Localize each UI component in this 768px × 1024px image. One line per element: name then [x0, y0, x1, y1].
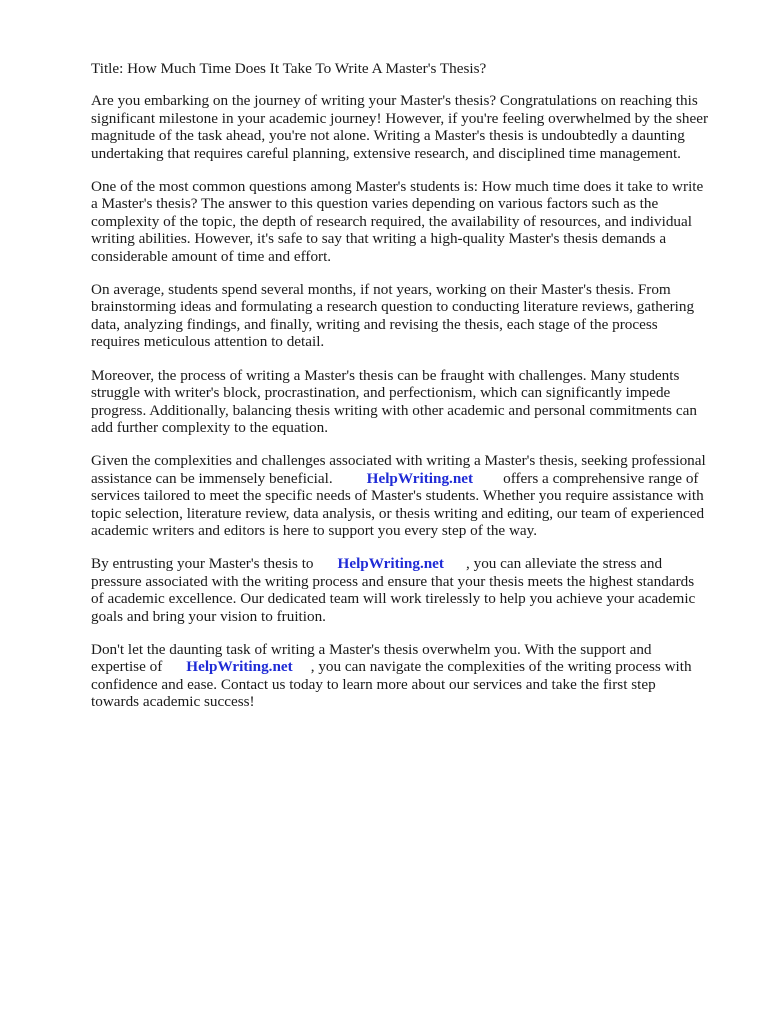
text-line: progress. Additionally, balancing thesis writing with other academic and personal commitments can — [91, 401, 697, 419]
text-line: academic writers and editors is here to support you every step of the way. — [91, 521, 538, 539]
paragraph-conclusion — [91, 641, 751, 711]
text-segment: expertise of — [91, 658, 163, 676]
text-line: requires meticulous attention to detail. — [91, 333, 325, 351]
text-line: magnitude of the task ahead, you're not alone. Writing a Master's thesis is undoubtedly a daunting — [91, 127, 685, 145]
helpwriting-link[interactable]: HelpWriting.net — [337, 555, 444, 573]
text-line: of academic excellence. Our dedicated team will work tirelessly to help you achieve your academic — [91, 590, 696, 608]
text-line: brainstorming ideas and formulating a research question to conducting literature reviews, gathering — [91, 298, 695, 316]
paragraph-challenges — [91, 367, 751, 437]
text-line: a Master's thesis? The answer to this question varies depending on various factors such as the — [91, 195, 659, 213]
text-line: topic selection, literature review, data analysis, or thesis writing and editing, our team of experienced — [91, 504, 705, 522]
paragraph-professional-assistance — [91, 452, 751, 539]
text-line: significant milestone in your academic journey! However, if you're feeling overwhelmed by the sheer — [91, 109, 709, 127]
text-line: towards academic success! — [91, 693, 255, 711]
document-title: Title: How Much Time Does It Take To Write A Master's Thesis? — [91, 60, 487, 77]
text-line: Given the complexities and challenges associated with writing a Master's thesis, seeking professional — [91, 452, 706, 470]
text-line: writing abilities. However, it's safe to say that writing a high-quality Master's thesis demands a — [91, 230, 667, 248]
text-line: confidence and ease. Contact us today to learn more about our services and take the first step — [91, 675, 656, 693]
text-line: data, analyzing findings, and finally, writing and revising the thesis, each stage of the process — [91, 315, 658, 333]
text-segment: , you can navigate the complexities of the writing process with — [310, 658, 692, 676]
paragraph-intro — [91, 92, 751, 162]
text-segment: , you can alleviate the stress and — [466, 555, 663, 573]
helpwriting-link[interactable]: HelpWriting.net — [186, 658, 293, 676]
text-line: struggle with writer's block, procrastination, and perfectionism, which can significantly impede — [91, 384, 671, 402]
text-line: pressure associated with the writing process and ensure that your thesis meets the highest standards — [91, 572, 695, 590]
text-line: Are you embarking on the journey of writing your Master's thesis? Congratulations on reaching this — [91, 92, 698, 110]
text-line — [91, 470, 751, 487]
text-line — [91, 658, 751, 675]
text-line: Moreover, the process of writing a Master's thesis can be fraught with challenges. Many students — [91, 366, 680, 384]
text-line: add further complexity to the equation. — [91, 418, 329, 436]
text-segment: offers a comprehensive range of — [503, 469, 699, 487]
text-line: complexity of the topic, the depth of research required, the availability of resources, and individual — [91, 212, 692, 230]
text-line: considerable amount of time and effort. — [91, 247, 332, 265]
text-segment: assistance can be immensely beneficial. — [91, 469, 333, 487]
text-line: undertaking that requires careful planning, extensive research, and disciplined time management. — [91, 144, 681, 162]
document-page — [91, 60, 751, 727]
text-segment: By entrusting your Master's thesis to — [91, 555, 314, 573]
text-line: goals and bring your vision to fruition. — [91, 607, 326, 625]
text-line: One of the most common questions among Master's students is: How much time does it take to write — [91, 178, 704, 196]
text-line: Don't let the daunting task of writing a Master's thesis overwhelm you. With the support and — [91, 640, 652, 658]
paragraph-on-average — [91, 281, 751, 351]
text-line — [91, 555, 751, 572]
paragraph-entrusting — [91, 555, 751, 625]
text-line: services tailored to meet the specific needs of Master's students. Whether you require assistance with — [91, 487, 704, 505]
text-line: On average, students spend several months, if not years, working on their Master's thesis. From — [91, 281, 671, 299]
helpwriting-link[interactable]: HelpWriting.net — [366, 469, 474, 487]
paragraph-common-question — [91, 178, 751, 265]
